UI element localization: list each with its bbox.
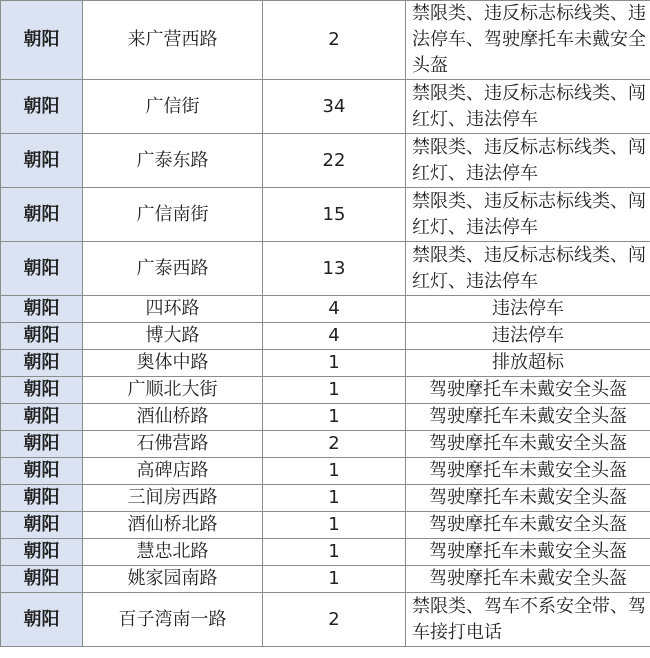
district-cell: 朝阳 <box>1 323 83 350</box>
violation-type-cell: 驾驶摩托车未戴安全头盔 <box>406 485 650 512</box>
table-row <box>1 296 650 323</box>
road-name-cell: 来广营西路 <box>83 1 263 80</box>
road-name-cell: 博大路 <box>83 323 263 350</box>
table-row <box>1 431 650 458</box>
table-row <box>1 539 650 566</box>
violation-type-cell: 禁限类、违反标志标线类、闯红灯、违法停车 <box>406 80 650 134</box>
violation-type-cell: 禁限类、违反标志标线类、闯红灯、违法停车 <box>406 134 650 188</box>
road-name-cell: 高碑店路 <box>83 458 263 485</box>
violation-type-cell: 违法停车 <box>406 323 650 350</box>
road-name-cell: 广信街 <box>83 80 263 134</box>
violation-type-cell: 禁限类、违反标志标线类、违法停车、驾驶摩托车未戴安全头盔 <box>406 1 650 80</box>
road-name-cell: 姚家园南路 <box>83 566 263 593</box>
violation-type-cell: 违法停车 <box>406 296 650 323</box>
violation-count-cell: 1 <box>263 404 406 431</box>
violation-count-cell: 1 <box>263 539 406 566</box>
violation-count-cell: 1 <box>263 350 406 377</box>
violation-count-cell: 4 <box>263 323 406 350</box>
table-row <box>1 377 650 404</box>
table-row <box>1 485 650 512</box>
district-cell: 朝阳 <box>1 80 83 134</box>
road-name-cell: 广信南街 <box>83 188 263 242</box>
district-cell: 朝阳 <box>1 485 83 512</box>
violation-type-cell: 驾驶摩托车未戴安全头盔 <box>406 512 650 539</box>
table-row <box>1 566 650 593</box>
violation-type-cell: 驾驶摩托车未戴安全头盔 <box>406 377 650 404</box>
road-name-cell: 酒仙桥北路 <box>83 512 263 539</box>
violation-count-cell: 1 <box>263 485 406 512</box>
table-row <box>1 593 650 647</box>
violation-type-cell: 禁限类、违反标志标线类、闯红灯、违法停车 <box>406 188 650 242</box>
road-name-cell: 慧忠北路 <box>83 539 263 566</box>
road-name-cell: 百子湾南一路 <box>83 593 263 647</box>
violation-type-cell: 驾驶摩托车未戴安全头盔 <box>406 458 650 485</box>
district-cell: 朝阳 <box>1 134 83 188</box>
district-cell: 朝阳 <box>1 350 83 377</box>
table-row <box>1 134 650 188</box>
table-row <box>1 350 650 377</box>
table-row <box>1 512 650 539</box>
violation-count-cell: 34 <box>263 80 406 134</box>
violation-type-cell: 驾驶摩托车未戴安全头盔 <box>406 539 650 566</box>
district-cell: 朝阳 <box>1 566 83 593</box>
road-name-cell: 广泰东路 <box>83 134 263 188</box>
violation-count-cell: 1 <box>263 566 406 593</box>
violation-count-cell: 1 <box>263 458 406 485</box>
district-cell: 朝阳 <box>1 242 83 296</box>
road-name-cell: 广顺北大街 <box>83 377 263 404</box>
district-cell: 朝阳 <box>1 512 83 539</box>
violation-count-cell: 1 <box>263 377 406 404</box>
table-row <box>1 458 650 485</box>
violation-type-cell: 禁限类、违反标志标线类、闯红灯、违法停车 <box>406 242 650 296</box>
table-row <box>1 188 650 242</box>
table-row <box>1 80 650 134</box>
road-name-cell: 三间房西路 <box>83 485 263 512</box>
district-cell: 朝阳 <box>1 377 83 404</box>
violation-count-cell: 2 <box>263 431 406 458</box>
violation-type-cell: 驾驶摩托车未戴安全头盔 <box>406 566 650 593</box>
table-row <box>1 242 650 296</box>
district-cell: 朝阳 <box>1 458 83 485</box>
violation-count-cell: 15 <box>263 188 406 242</box>
violation-type-cell: 排放超标 <box>406 350 650 377</box>
road-name-cell: 广泰西路 <box>83 242 263 296</box>
road-name-cell: 石佛营路 <box>83 431 263 458</box>
table-row <box>1 1 650 80</box>
table-body <box>1 1 650 647</box>
road-name-cell: 四环路 <box>83 296 263 323</box>
district-cell: 朝阳 <box>1 539 83 566</box>
district-cell: 朝阳 <box>1 188 83 242</box>
violation-type-cell: 禁限类、驾车不系安全带、驾车接打电话 <box>406 593 650 647</box>
table-row <box>1 323 650 350</box>
violation-count-cell: 4 <box>263 296 406 323</box>
district-cell: 朝阳 <box>1 593 83 647</box>
violation-count-cell: 1 <box>263 512 406 539</box>
violation-count-cell: 22 <box>263 134 406 188</box>
violation-count-cell: 13 <box>263 242 406 296</box>
district-cell: 朝阳 <box>1 431 83 458</box>
district-cell: 朝阳 <box>1 296 83 323</box>
road-name-cell: 奥体中路 <box>83 350 263 377</box>
district-cell: 朝阳 <box>1 1 83 80</box>
violation-count-cell: 2 <box>263 1 406 80</box>
violation-type-cell: 驾驶摩托车未戴安全头盔 <box>406 431 650 458</box>
table-row <box>1 404 650 431</box>
district-cell: 朝阳 <box>1 404 83 431</box>
road-name-cell: 酒仙桥路 <box>83 404 263 431</box>
violation-type-cell: 驾驶摩托车未戴安全头盔 <box>406 404 650 431</box>
violation-count-cell: 2 <box>263 593 406 647</box>
